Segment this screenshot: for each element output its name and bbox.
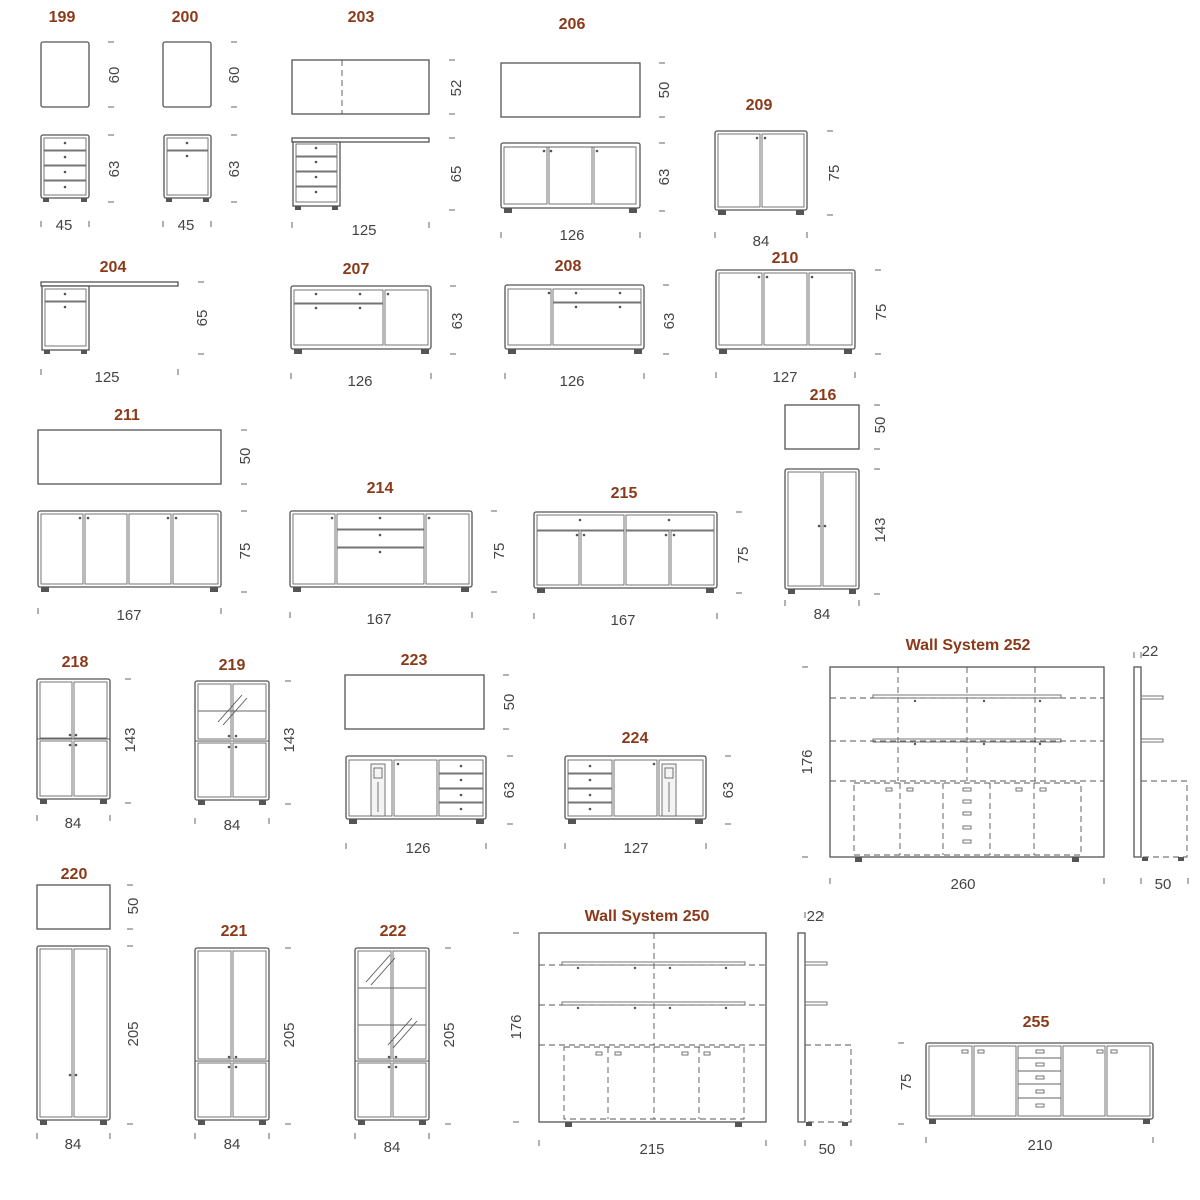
item-207	[291, 261, 466, 390]
item-218	[37, 654, 139, 832]
item-209	[715, 97, 843, 250]
item-223	[345, 652, 518, 857]
item-title: 223	[400, 652, 428, 669]
item-title: 200	[171, 9, 199, 26]
width-dim: 45	[177, 217, 195, 234]
depth-dim: 50	[656, 81, 673, 99]
top-view	[163, 42, 211, 107]
height-dim: 63	[661, 312, 678, 330]
item-title: Wall System 250	[584, 908, 710, 925]
width-dim: 126	[347, 373, 373, 390]
top-view	[345, 675, 484, 729]
item-title: 208	[554, 258, 582, 275]
front-view	[785, 469, 859, 594]
height-dim: 63	[656, 168, 673, 186]
width-dim: 126	[559, 373, 585, 390]
width-dim: 215	[639, 1141, 665, 1158]
item-title: 222	[379, 923, 407, 940]
depth-dim: 50	[501, 693, 518, 711]
item-title: 220	[60, 866, 88, 883]
side-top-dim: 22	[1141, 643, 1159, 660]
item-title: 221	[220, 923, 248, 940]
item-title: 224	[621, 730, 649, 747]
height-dim: 63	[106, 160, 123, 178]
item-220	[37, 866, 142, 1153]
item-215	[534, 485, 752, 629]
front-view	[346, 756, 486, 824]
width-dim: 84	[752, 233, 770, 250]
width-dim: 167	[116, 607, 142, 624]
width-dim: 260	[950, 876, 976, 893]
item-title: 206	[558, 16, 586, 33]
front-view	[926, 1043, 1153, 1124]
item-208	[505, 258, 678, 390]
width-dim: 126	[559, 227, 585, 244]
front-view	[292, 138, 429, 210]
depth-dim: 50	[125, 897, 142, 915]
front-view	[539, 933, 766, 1127]
height-dim: 143	[281, 727, 298, 753]
item-title: 204	[99, 259, 127, 276]
wall-system-252	[799, 637, 1188, 893]
top-view	[41, 42, 89, 107]
item-206	[501, 16, 673, 244]
height-dim: 63	[449, 312, 466, 330]
item-214	[290, 480, 508, 628]
top-view	[37, 885, 110, 929]
height-dim: 75	[237, 542, 254, 560]
front-view	[37, 946, 110, 1125]
height-dim: 75	[898, 1073, 915, 1091]
top-view	[501, 63, 640, 117]
height-dim: 65	[448, 165, 465, 183]
depth-dim: 50	[872, 416, 889, 434]
item-title: 218	[61, 654, 89, 671]
front-view	[195, 948, 269, 1125]
item-210	[716, 250, 890, 386]
item-title: 210	[771, 250, 799, 267]
depth-dim: 50	[237, 447, 254, 465]
item-216	[785, 387, 889, 623]
front-view	[534, 512, 717, 593]
front-view	[195, 681, 269, 805]
height-dim: 205	[125, 1021, 142, 1047]
front-view	[41, 282, 178, 354]
front-view	[41, 135, 89, 202]
height-dim: 75	[491, 542, 508, 560]
item-204	[41, 259, 211, 386]
item-199	[41, 9, 123, 234]
front-view	[715, 131, 807, 215]
item-title: 255	[1022, 1014, 1050, 1031]
item-title: 203	[347, 9, 375, 26]
item-title: 219	[218, 657, 246, 674]
top-view	[38, 430, 221, 484]
top-view	[292, 60, 429, 114]
item-200	[163, 9, 243, 234]
item-title: 215	[610, 485, 638, 502]
width-dim: 84	[813, 606, 831, 623]
depth-dim: 60	[106, 66, 123, 84]
width-dim: 127	[623, 840, 649, 857]
item-222	[355, 923, 458, 1156]
width-dim: 84	[64, 1136, 82, 1153]
width-dim: 84	[383, 1139, 401, 1156]
front-view	[164, 135, 211, 202]
width-dim: 167	[366, 611, 392, 628]
width-dim: 125	[94, 369, 120, 386]
height-dim: 75	[735, 546, 752, 564]
front-view	[37, 679, 110, 804]
height-dim: 176	[508, 1014, 525, 1040]
height-dim: 75	[826, 164, 843, 182]
item-title: Wall System 252	[905, 637, 1031, 654]
width-dim: 84	[223, 1136, 241, 1153]
front-view	[291, 286, 431, 354]
item-title: 199	[48, 9, 76, 26]
front-view	[501, 143, 640, 213]
item-title: 209	[745, 97, 773, 114]
width-dim: 125	[351, 222, 377, 239]
side-view	[798, 933, 851, 1126]
width-dim: 84	[223, 817, 241, 834]
top-view	[785, 405, 859, 449]
side-top-dim: 22	[806, 908, 824, 925]
item-255	[898, 1014, 1153, 1154]
height-dim: 205	[441, 1022, 458, 1048]
front-view	[505, 285, 644, 354]
height-dim: 63	[226, 160, 243, 178]
height-dim: 75	[873, 303, 890, 321]
height-dim: 176	[799, 749, 816, 775]
width-dim: 210	[1027, 1137, 1053, 1154]
item-219	[195, 657, 298, 834]
side-depth-dim: 50	[1154, 876, 1172, 893]
front-view	[716, 270, 855, 354]
item-221	[195, 923, 298, 1153]
height-dim: 63	[720, 781, 737, 799]
item-203	[292, 9, 465, 239]
side-depth-dim: 50	[818, 1141, 836, 1158]
height-dim: 143	[872, 517, 889, 543]
height-dim: 205	[281, 1022, 298, 1048]
front-view	[290, 511, 472, 592]
item-211	[38, 407, 254, 624]
side-view	[1134, 667, 1187, 861]
front-view	[830, 667, 1104, 862]
width-dim: 84	[64, 815, 82, 832]
width-dim: 126	[405, 840, 431, 857]
height-dim: 65	[194, 309, 211, 327]
height-dim: 143	[122, 727, 139, 753]
front-view	[355, 948, 429, 1125]
front-view	[565, 756, 706, 824]
item-title: 216	[809, 387, 837, 404]
depth-dim: 60	[226, 66, 243, 84]
depth-dim: 52	[448, 79, 465, 97]
item-title: 211	[114, 407, 140, 424]
width-dim: 45	[55, 217, 73, 234]
height-dim: 63	[501, 781, 518, 799]
item-224	[565, 730, 737, 857]
width-dim: 127	[772, 369, 798, 386]
wall-system-250	[508, 908, 851, 1158]
front-view	[38, 511, 221, 592]
item-title: 214	[366, 480, 394, 497]
width-dim: 167	[610, 612, 636, 629]
item-title: 207	[342, 261, 370, 278]
